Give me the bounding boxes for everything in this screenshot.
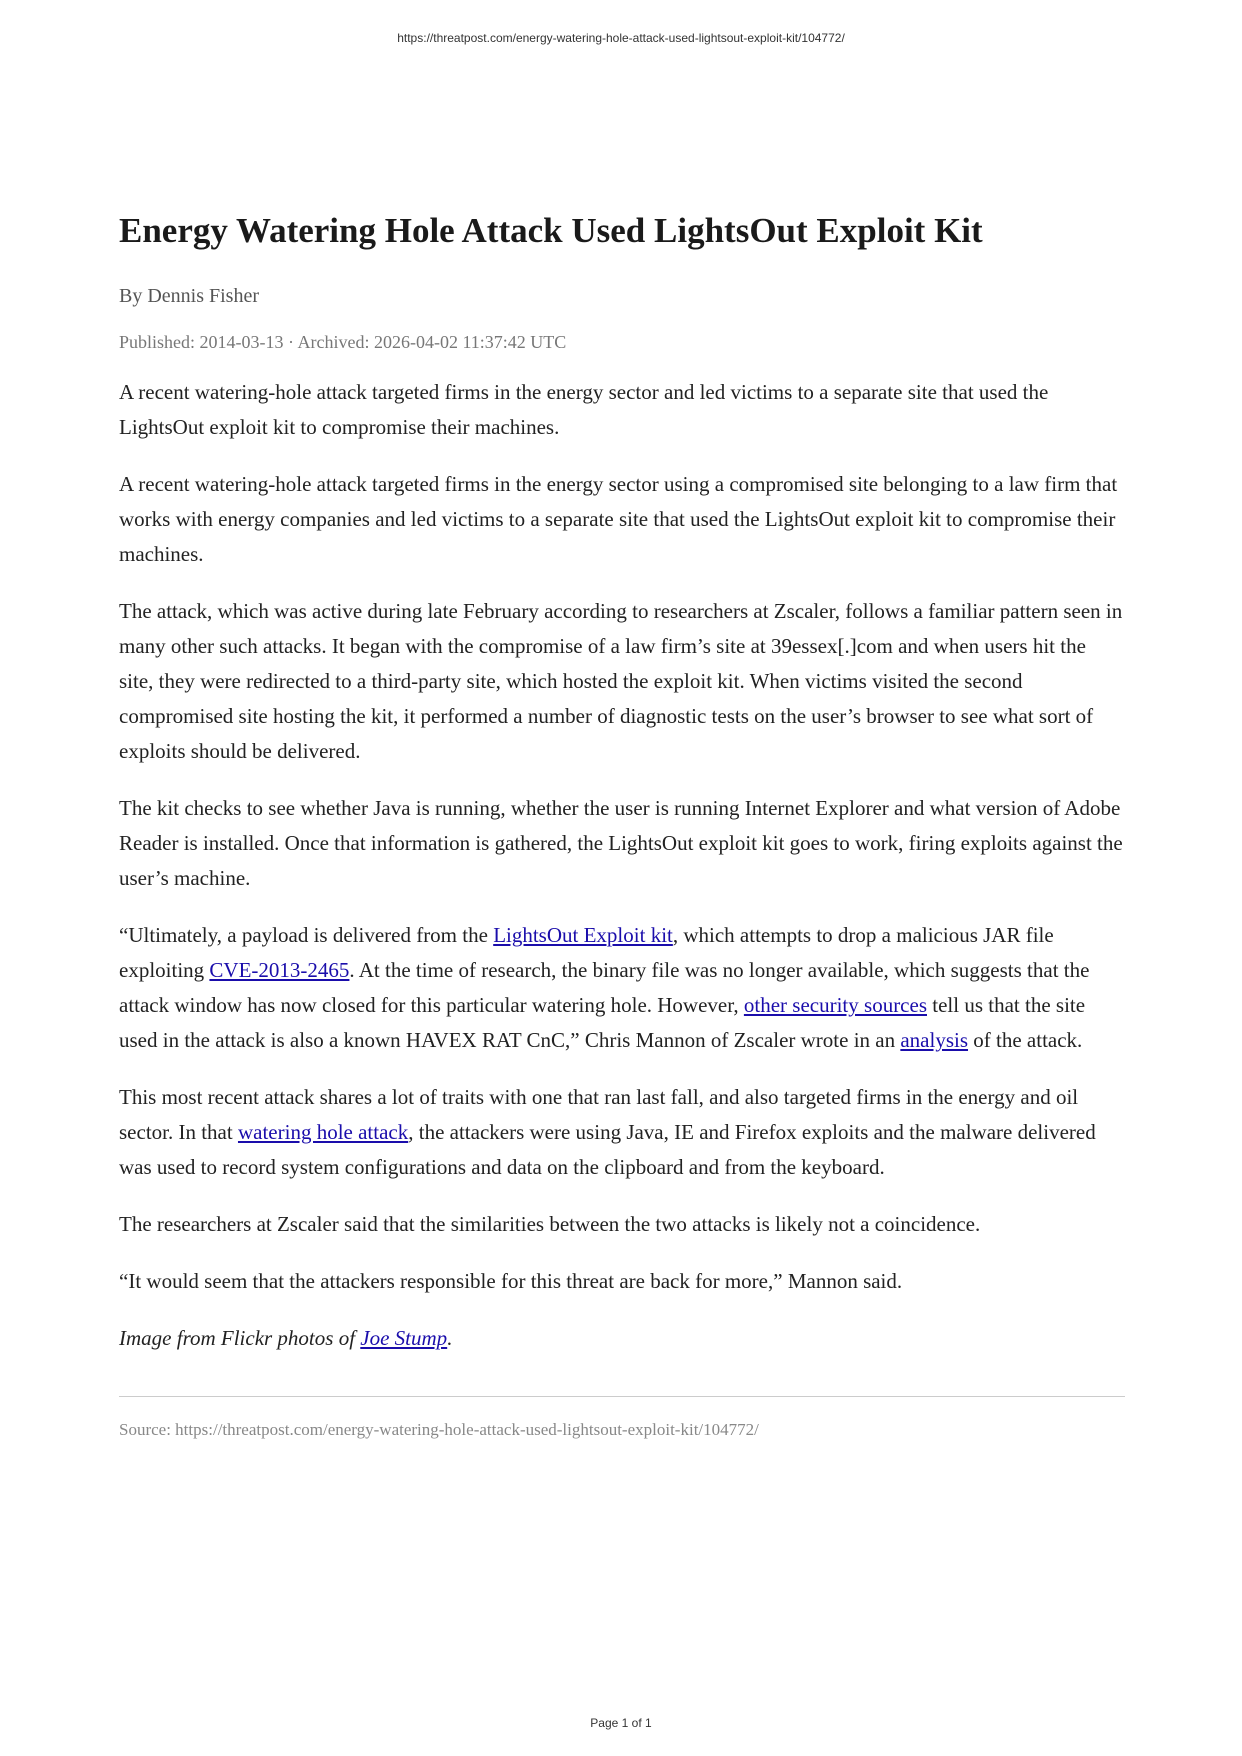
source-line: Source: https://threatpost.com/energy-watering-hole-attack-used-lightsout-exploit-kit/104772/ <box>119 1420 759 1439</box>
paragraph-6-text-1: This most recent attack shares a lot of traits with one that ran last fall, and also targeted firms in the energy and oil sector. In that <box>119 1085 1079 1144</box>
paragraph-6 <box>119 1080 1125 1185</box>
article-title: Energy Watering Hole Attack Used LightsOut Exploit Kit <box>119 211 983 250</box>
paragraph-4: The kit checks to see whether Java is running, whether the user is running Internet Explorer and what version of Adobe Reader is installed. Once that information is gathered, the LightsOut exploit kit goes to work, firing exploits against the user’s machine. <box>119 796 1123 890</box>
paragraph-5 <box>119 918 1125 1058</box>
paragraph-5-text-5: of the attack. <box>968 1028 1083 1052</box>
paragraph-2: A recent watering-hole attack targeted firms in the energy sector using a compromised site belonging to a law firm that works with energy companies and led victims to a separate site that used the LightsOut exploit kit to compromise their machines. <box>119 472 1118 566</box>
byline: By Dennis Fisher <box>119 285 259 307</box>
caption-text-2: . <box>447 1326 453 1350</box>
cve-2013-2465-link[interactable]: CVE-2013-2465 <box>209 958 350 982</box>
lightsout-exploit-kit-link[interactable]: LightsOut Exploit kit <box>493 923 673 947</box>
analysis-link[interactable]: analysis <box>900 1028 969 1052</box>
paragraph-1: A recent watering-hole attack targeted firms in the energy sector and led victims to a separate site that used the LightsOut exploit kit to compromise their machines. <box>119 380 1049 439</box>
joe-stump-link[interactable]: Joe Stump <box>360 1326 448 1350</box>
other-security-sources-link[interactable]: other security sources <box>743 993 927 1017</box>
paragraph-6-text-2: , the attackers were using Java, IE and Firefox exploits and the malware delivered was used to record system configurations and data on the clipboard and from the keyboard. <box>119 1120 1096 1179</box>
paragraph-5-text-4: tell us that the site used in the attack is also a known HAVEX RAT CnC,” Chris Mannon of Zscaler wrote in an <box>119 993 1086 1052</box>
paragraph-5-text-1: “Ultimately, a payload is delivered from the <box>119 923 494 947</box>
divider <box>119 1396 1125 1397</box>
paragraph-3: The attack, which was active during late February according to researchers at Zscaler, follows a familiar pattern seen in many other such attacks. It began with the compromise of a law firm’s site at 39essex[.]com and when users hit the site, they were redirected to a third-party site, which hosted the exploit kit. When victims visited the second compromised site hosting the kit, it performed a number of diagnostic tests on the user’s browser to see what sort of exploits should be delivered. <box>119 599 1123 763</box>
paragraph-8: “It would seem that the attackers responsible for this threat are back for more,” Mannon said. <box>119 1269 903 1293</box>
article-body <box>119 375 1125 1356</box>
watering-hole-attack-link[interactable]: watering hole attack <box>237 1120 409 1144</box>
caption-text-1: Image from Flickr photos of <box>119 1326 361 1350</box>
paragraph-7: The researchers at Zscaler said that the similarities between the two attacks is likely not a coincidence. <box>119 1212 981 1236</box>
publish-meta: Published: 2014-03-13 · Archived: 2026-04-02 11:37:42 UTC <box>119 332 567 352</box>
paragraph-5-text-2: , which attempts to drop a malicious JAR file exploiting <box>119 923 1054 982</box>
article <box>119 210 1125 1441</box>
image-caption <box>119 1321 1125 1356</box>
paragraph-5-text-3: . At the time of research, the binary file was no longer available, which suggests that the attack window has now closed for this particular watering hole. However, <box>119 958 1090 1017</box>
header-url: https://threatpost.com/energy-watering-hole-attack-used-lightsout-exploit-kit/104772/ <box>397 31 845 45</box>
page-number: Page 1 of 1 <box>590 1716 652 1730</box>
